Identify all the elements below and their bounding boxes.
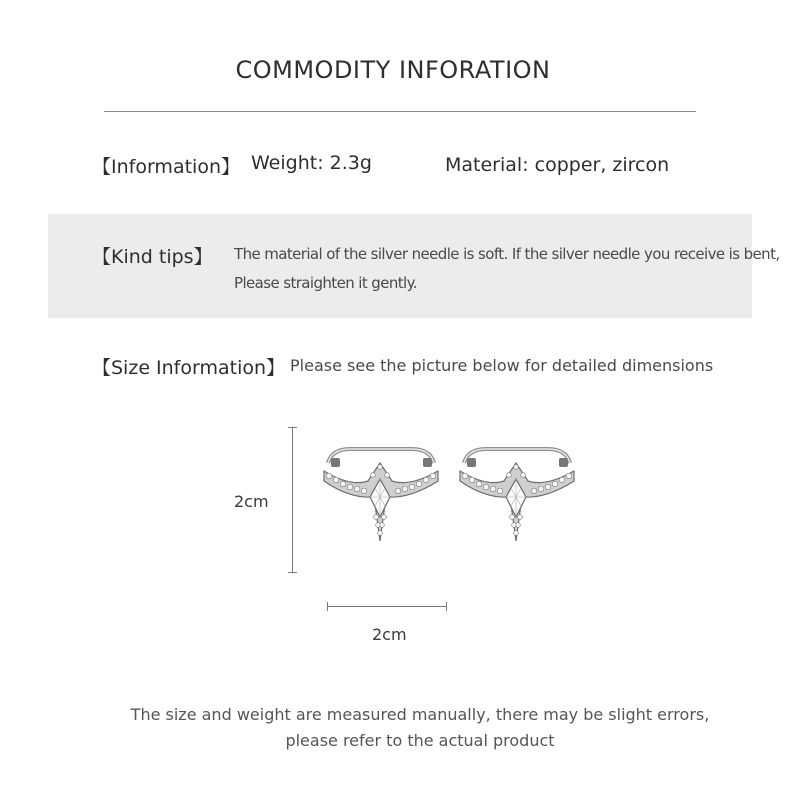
footer-note xyxy=(0,702,800,754)
height-dimension-label: 2cm xyxy=(234,492,269,511)
size-information-note: Please see the picture below for detailed dimensions xyxy=(290,356,714,375)
width-dimension-cap-right xyxy=(446,602,447,611)
page-title: COMMODITY INFORATION xyxy=(235,56,551,84)
height-dimension-cap-top xyxy=(288,427,297,428)
width-dimension-label: 2cm xyxy=(372,625,407,644)
width-dimension-line xyxy=(327,606,447,607)
information-label: 【Information】 xyxy=(92,156,240,178)
width-dimension-cap-left xyxy=(327,602,328,611)
title-divider xyxy=(104,111,696,112)
footer-line-2: please refer to the actual product xyxy=(285,731,555,750)
footer-line-1: The size and weight are measured manually, there may be slight errors, xyxy=(130,705,710,724)
size-information-label: 【Size Information】 xyxy=(92,357,286,379)
kind-tips-line-1: The material of the silver needle is soft. If the silver needle you receive is bent, xyxy=(234,245,780,263)
weight-value: Weight: 2.3g xyxy=(251,152,372,174)
kind-tips-label: 【Kind tips】 xyxy=(92,246,213,268)
height-dimension-line xyxy=(292,427,293,573)
material-value: Material: copper, zircon xyxy=(445,154,670,176)
earring-pair-icon xyxy=(320,445,590,545)
kind-tips-line-2: Please straighten it gently. xyxy=(234,274,417,292)
height-dimension-cap-bottom xyxy=(288,572,297,573)
